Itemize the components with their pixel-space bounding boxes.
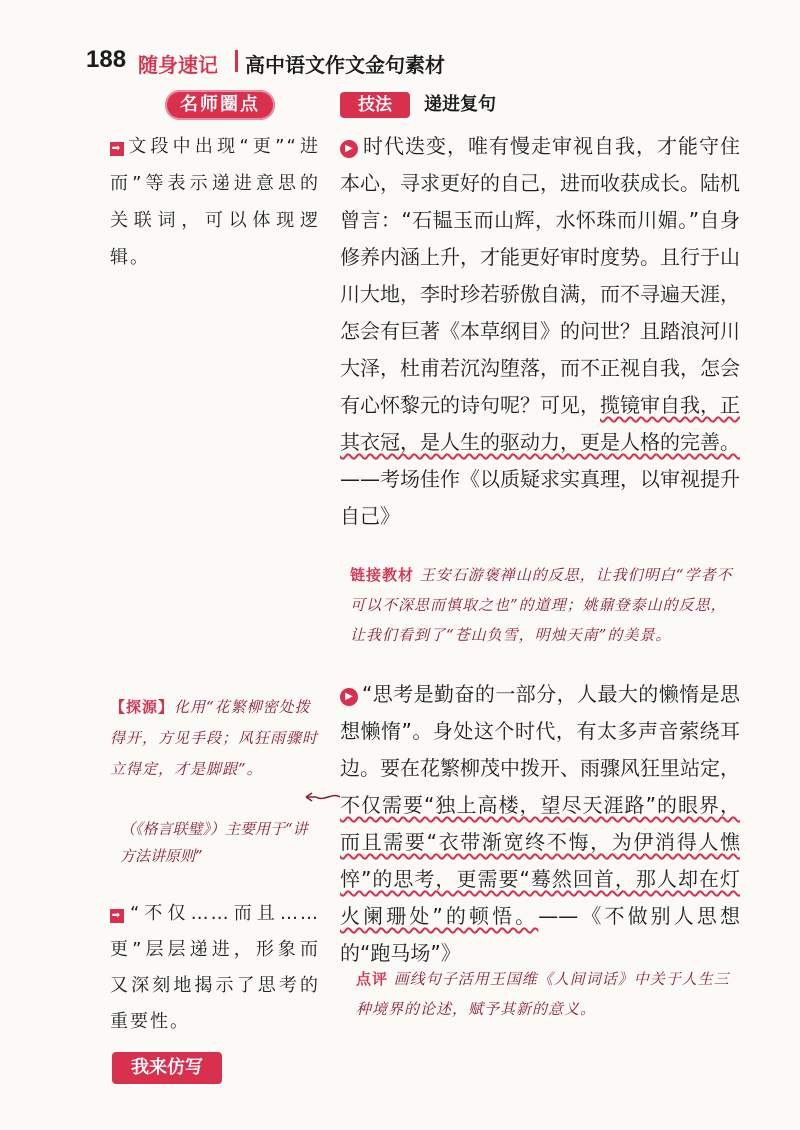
teacher-notes-badge: 名师圈点: [165, 90, 275, 120]
sidebar-note-1: [110, 128, 320, 276]
paragraph-1-underlined: 揽镜审自我，正其衣冠，是人生的驱动力，更是人格的完善。: [340, 393, 740, 454]
source-note: [110, 692, 320, 785]
paragraph-1-source: ——考场佳作《以质疑求实真理，以审视提升自己》: [340, 467, 740, 528]
source-label: 【探源】: [110, 698, 175, 716]
technique-badge: 技法: [340, 92, 410, 118]
sidebar-note-2: [110, 896, 320, 1040]
arrow-icon: ➡: [111, 910, 123, 921]
paragraph-1-text: 时代迭变，唯有慢走审视自我，才能守住本心，寻求更好的自己，进而收获成长。陆机曾言：“石韫玉而山辉，水怀珠而川媚。”自身修养内涵上升，才能更好审时度势。且行于山川大地，李时珍若骄傲自满，而不寻遍天涯，怎会有巨著《本草纲目》的问世？且踏浪河川大泽，杜甫若沉沟堕落，而不正视自我，怎会有心怀黎元的诗句呢？可见，: [340, 134, 740, 417]
comment-text: 画线句子活用王国维《人间词话》中关于人生三种境界的论述，赋予其新的意义。: [356, 970, 730, 1018]
sidebar-note-1-text: 文段中出现“更”“进而”等表示递进意思的关联词，可以体现逻辑。: [110, 136, 320, 268]
textbook-link-note: [350, 560, 740, 650]
example-paragraph-2: [340, 676, 740, 972]
technique-title: 递进复句: [424, 94, 496, 115]
arrow-icon: ➡: [111, 143, 123, 154]
connector-arrow-icon: [302, 790, 342, 804]
paragraph-2-source: ——《不做别人思想的“跑马场”》: [340, 904, 740, 965]
comment-label: 点评: [356, 970, 389, 988]
source-text: 化用“花繁柳密处拨得开，方见手段；风狂雨骤时立得定，才是脚跟”。: [110, 698, 319, 778]
textbook-link-label: 链接教材: [350, 566, 415, 584]
header-divider: [235, 50, 238, 72]
sidebar-note-2-text: “不仅……而且……更”层层递进，形象而又深刻地揭示了思考的重要性。: [110, 903, 320, 1032]
play-icon: ▶: [340, 140, 358, 158]
book-title: 高中语文作文金句素材: [245, 53, 445, 77]
series-title: 随身速记: [138, 53, 218, 77]
comment-note: [356, 964, 740, 1024]
play-icon: ▶: [340, 688, 358, 706]
page-number: 188: [86, 46, 127, 73]
paragraph-2-text: “思考是勤奋的一部分，人最大的懒惰是思想懒惰”。身处这个时代，有太多声音萦绕耳边。要在花繁柳茂中拨开、雨骤风狂里站定，: [340, 682, 740, 780]
source-reference: （《格言联璧》）主要用于“讲方法讲原则”: [120, 820, 308, 865]
textbook-link-text: 王安石游褒禅山的反思，让我们明白“学者不可以不深思而慎取之也”的道理；姚鼐登泰山的反思，让我们看到了“苍山负雪，明烛天南”的美景。: [350, 566, 733, 644]
example-paragraph-1: [340, 128, 740, 535]
paragraph-2-underlined: 不仅需要“独上高楼，望尽天涯路”的眼界，而且需要“衣带渐宽终不悔，为伊消得人憔悴”的思考，更需要“蓦然回首，那人却在灯火阑珊处”的顿悟。: [340, 793, 740, 928]
imitate-writing-badge: 我来仿写: [112, 1052, 222, 1084]
